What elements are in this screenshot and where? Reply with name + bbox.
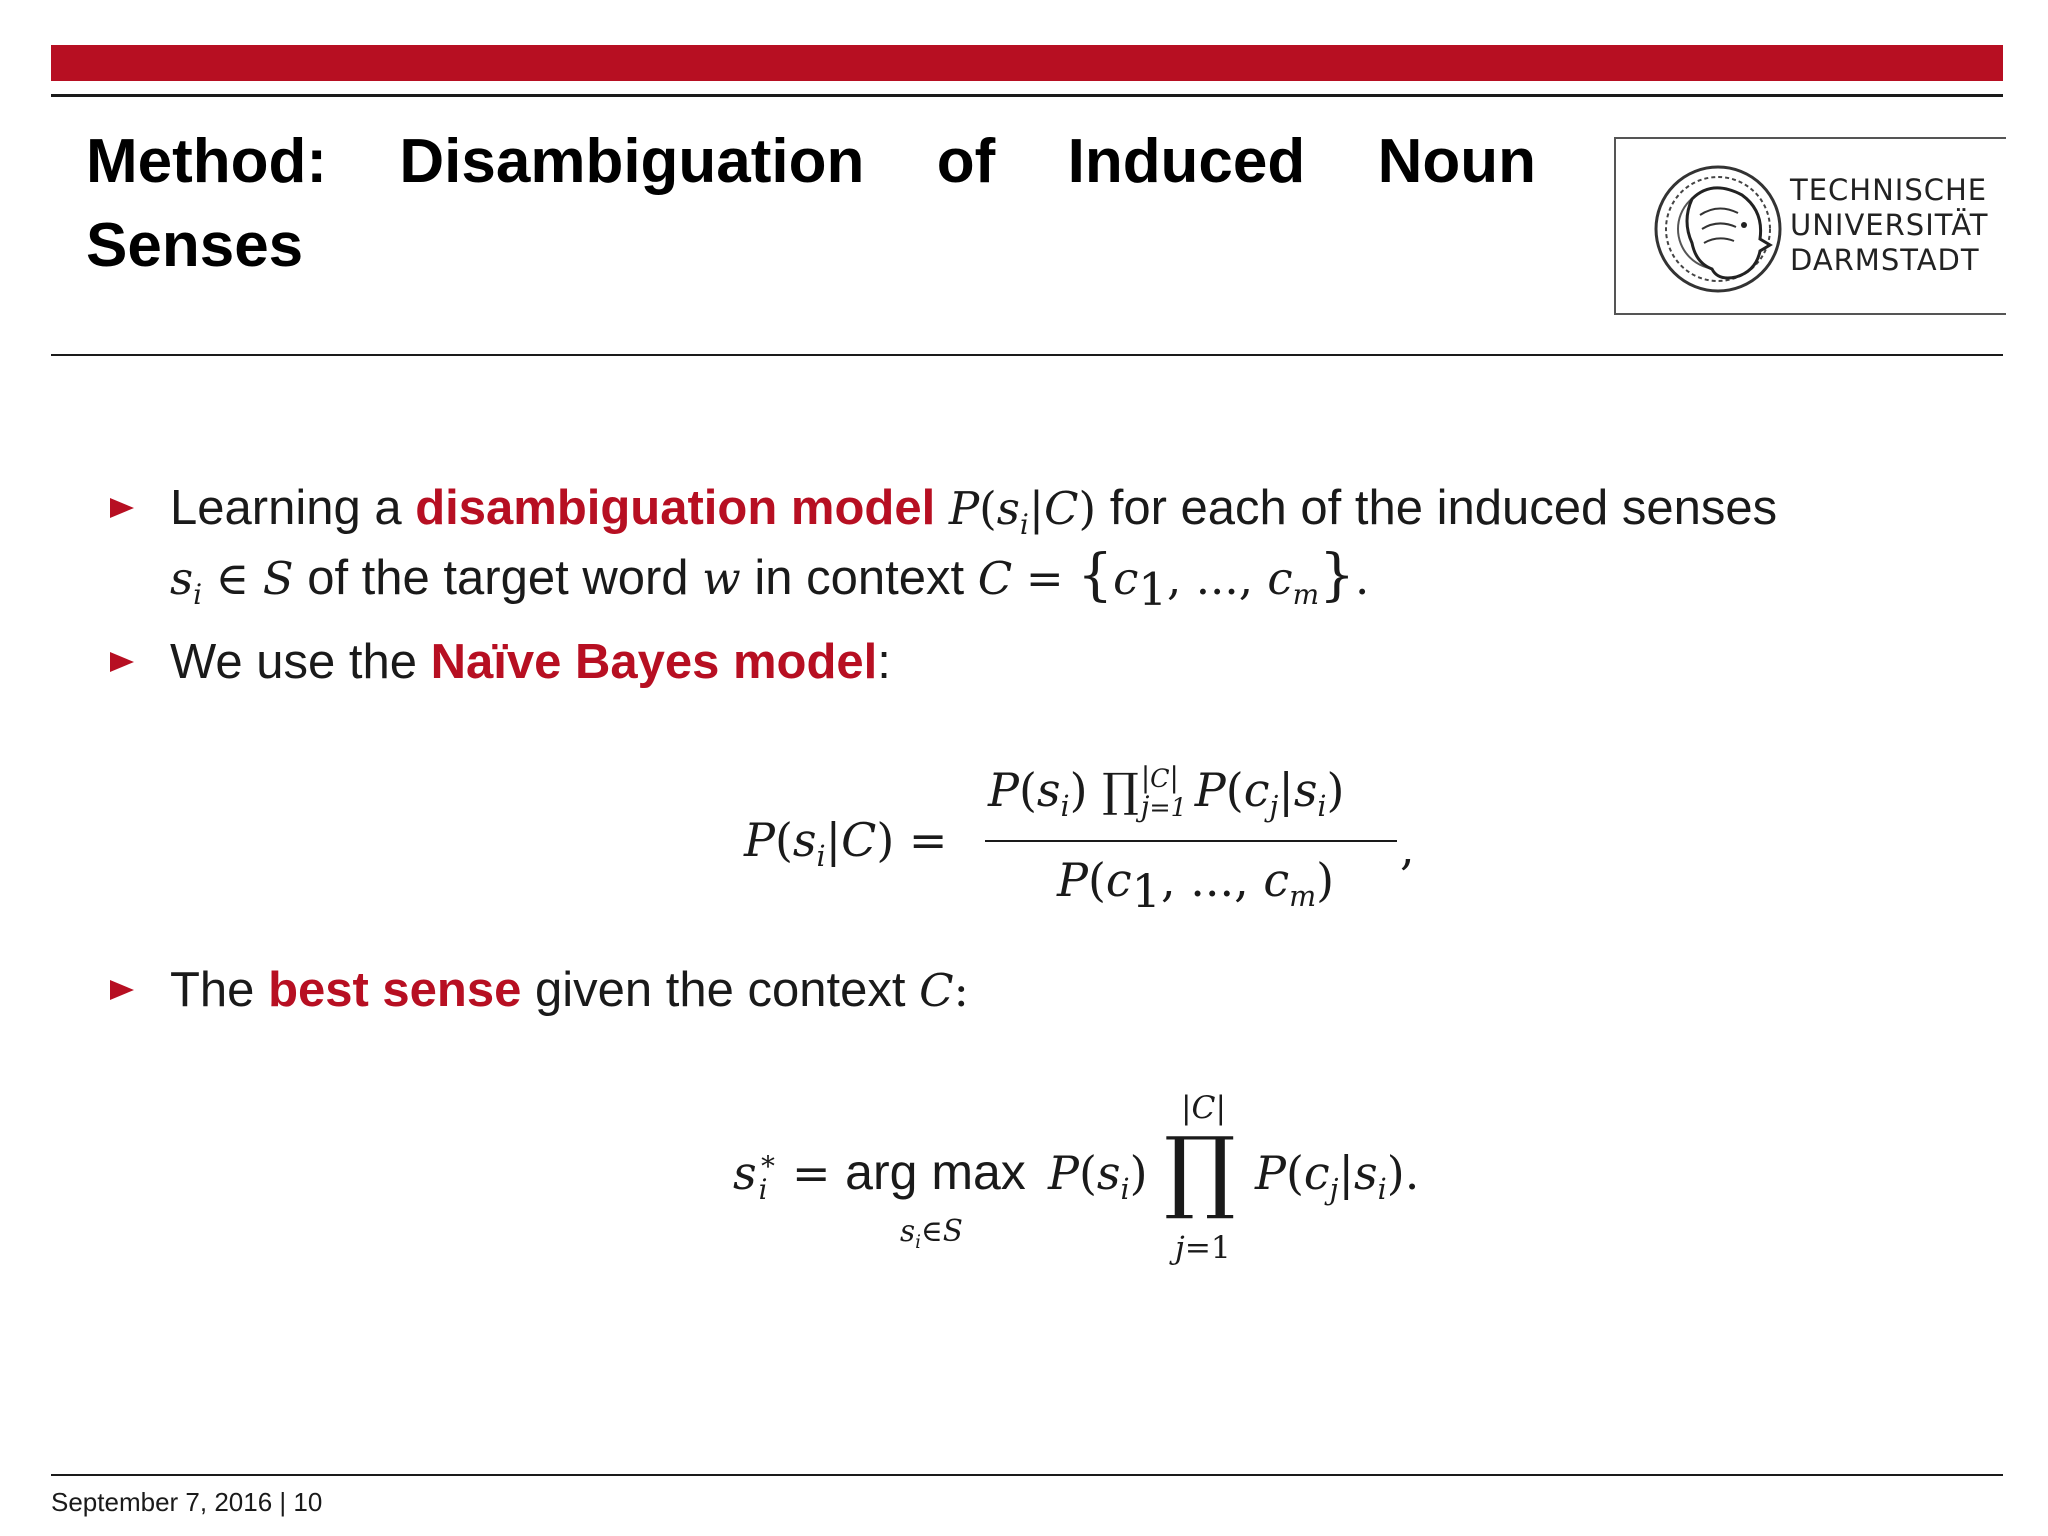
product-symbol: ∏	[1164, 1118, 1236, 1223]
bullet-2-line-1	[170, 628, 891, 696]
bullet-1-text-post2: of the target word	[293, 551, 703, 605]
best-sense-lhs: s ∗ i = arg max	[733, 1143, 1026, 1206]
slide-footer	[51, 1487, 322, 1518]
naive-bayes-lhs: $P(s_i|C)$ =	[744, 813, 948, 874]
logo-line-1: TECHNISCHE	[1790, 173, 1988, 207]
footer-rule	[51, 1474, 2003, 1476]
best-sense-prior: $P(s_i)$	[1048, 1146, 1148, 1207]
bullet-1-highlight: disambiguation model	[415, 481, 936, 535]
argmax-subscript: $s_i\in S$	[900, 1214, 963, 1253]
bullet-1-text-post: for each of the induced senses	[1096, 481, 1778, 535]
bullet-1-line-1: Learning a disambiguation model $P(s_i|C)$ for each of the induced senses	[170, 481, 1778, 542]
product-upper-limit: |C|	[1181, 1090, 1227, 1126]
logo-wordmark	[1790, 173, 1989, 278]
naive-bayes-numerator: $P(s_i)$ ∏ |C| j=1 $P(c_j|s_i)$	[988, 760, 1345, 824]
university-logo	[1614, 137, 2006, 315]
naive-bayes-denominator: $P(c_1$, ..., $c_m$)	[1057, 853, 1335, 918]
bullet-3-text-post: given the context	[521, 963, 920, 1017]
bullet-triangle-icon	[110, 496, 134, 520]
title-divider	[51, 354, 2003, 356]
bullet-3-line-1: The best sense given the context C:	[170, 963, 969, 1017]
header-accent-bar	[51, 45, 2003, 81]
footer-separator: |	[279, 1487, 287, 1517]
bullet-1-line-2: $s_i$ ∈ S of the target word w in context $C = \{c_1$, ..., $c_m$}.	[170, 543, 1370, 616]
bullet-2-highlight: Naïve Bayes model	[430, 635, 878, 689]
naive-bayes-comma: ,	[1400, 821, 1415, 875]
fraction-bar	[985, 840, 1397, 842]
logo-line-3: DARMSTADT	[1790, 243, 1980, 277]
bullet-2-text-post: :	[877, 635, 891, 689]
header-rule	[51, 94, 2003, 97]
footer-date: September 7, 2016	[51, 1487, 273, 1517]
page-number: 10	[293, 1487, 323, 1517]
bullet-1-text-pre: Learning a	[170, 481, 416, 535]
bullet-triangle-icon	[110, 650, 134, 674]
bullet-1-text-post3: in context	[740, 551, 978, 605]
bullet-3-highlight: best sense	[268, 963, 522, 1017]
athena-seal-icon	[1652, 159, 1792, 299]
bullet-triangle-icon	[110, 978, 134, 1002]
slide-title: Method: Disambiguation of Induced Noun Senses	[86, 127, 1536, 280]
product-lower-limit: j=1	[1175, 1230, 1231, 1266]
best-sense-likelihood: $P(c_j|s_i)$.	[1255, 1146, 1420, 1207]
bullet-3-text-pre: The	[170, 963, 269, 1017]
logo-line-2: UNIVERSITÄT	[1790, 208, 1989, 242]
bullet-2-text-pre: We use the	[170, 635, 431, 689]
